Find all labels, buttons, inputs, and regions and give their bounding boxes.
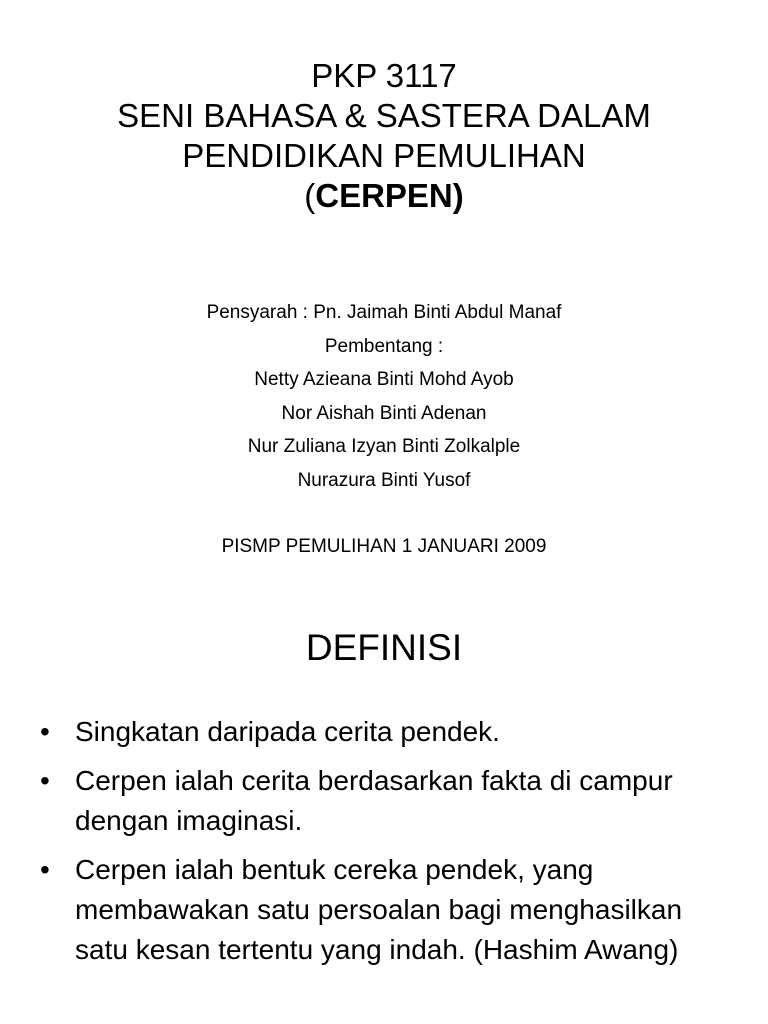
lecturer: Pensyarah : Pn. Jaimah Binti Abdul Manaf	[206, 302, 562, 323]
definition-text: Singkatan daripada cerita pendek.	[75, 716, 500, 747]
definition-slide	[0, 600, 768, 1024]
presenter-name: Nur Zuliana Izyan Binti Zolkalple	[247, 436, 521, 457]
presenter-name: Nurazura Binti Yusof	[297, 469, 471, 491]
topic: CERPEN)	[315, 177, 464, 214]
definition-text: Cerpen ialah bentuk cereka pendek, yang membawakan satu persoalan bagi menghasilkan satu kesan tertentu yang indah. (Hashim Awang)	[75, 854, 683, 965]
definition-text: Cerpen ialah cerita berdasarkan fakta di campur dengan imaginasi.	[75, 765, 673, 836]
topic-line	[0, 176, 768, 216]
topic-open-paren: (	[304, 177, 316, 214]
definition-list	[40, 712, 740, 979]
definition-item	[40, 850, 740, 970]
bullet-icon: •	[40, 765, 50, 796]
course-name-line-1: SENI BAHASA & SASTERA DALAM	[117, 97, 651, 134]
course-code: PKP 3117	[311, 57, 457, 94]
definition-item	[40, 712, 740, 752]
definition-title: DEFINISI	[305, 627, 463, 668]
presenter-name: Netty Azieana Binti Mohd Ayob	[254, 369, 514, 390]
presenter-name: Nor Aishah Binti Adenan	[281, 402, 487, 424]
batch-info: PISMP PEMULIHAN 1 JANUARI 2009	[221, 536, 547, 557]
bullet-icon: •	[40, 854, 50, 885]
presenters-label: Pembentang :	[324, 335, 444, 357]
course-name-line-2: PENDIDIKAN PEMULIHAN	[182, 137, 586, 174]
slide-title	[0, 56, 768, 216]
bullet-icon: •	[40, 716, 50, 747]
subtitle-block	[0, 296, 768, 564]
definition-item	[40, 761, 740, 841]
